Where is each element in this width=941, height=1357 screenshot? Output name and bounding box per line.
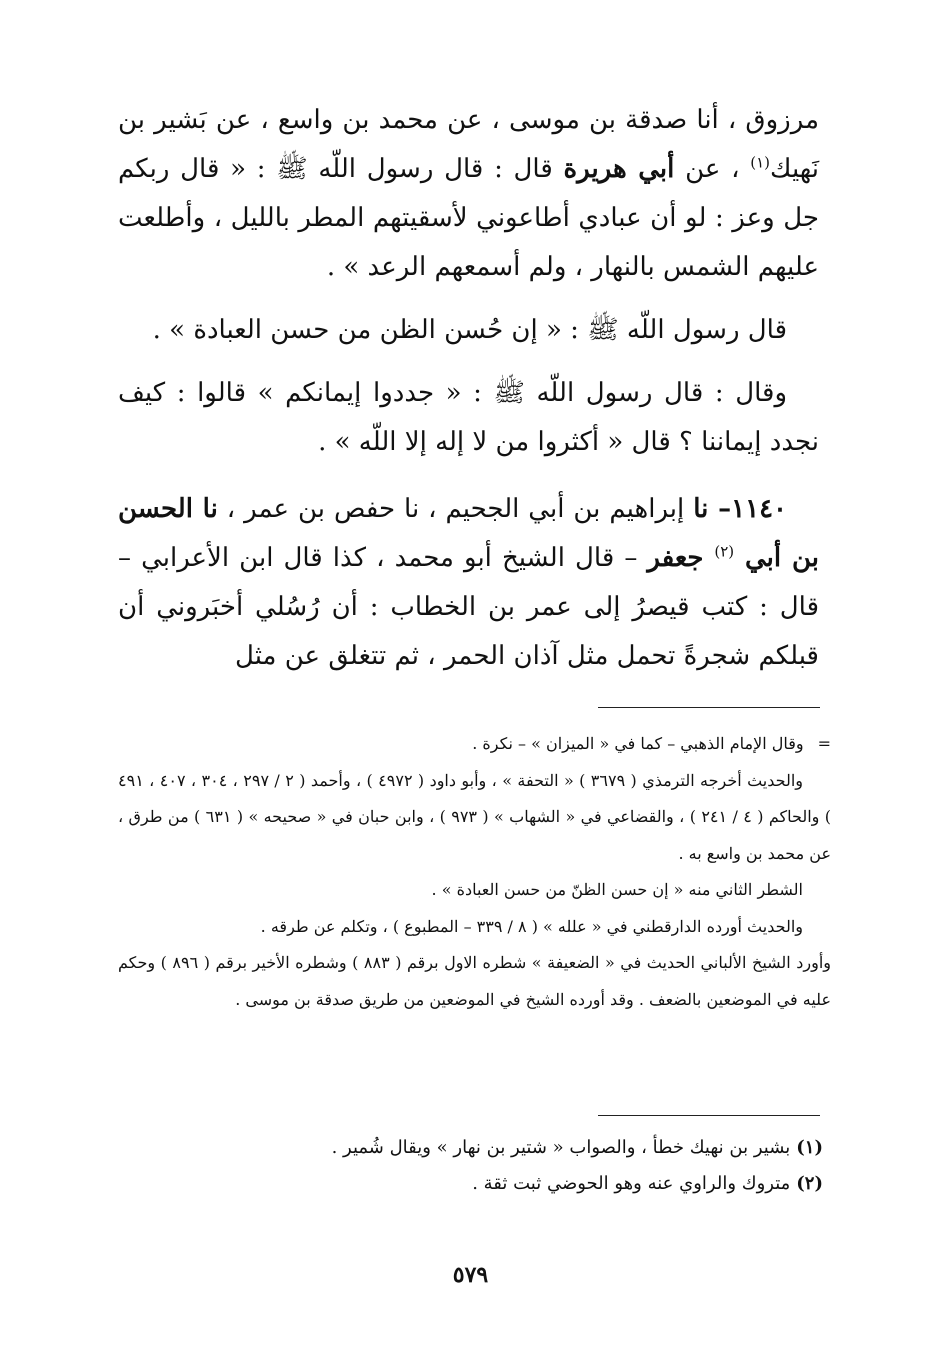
paragraph-1-text-a: مرزوق ، أنا صدقة بن موسى ، عن محمد بن واسع ، عن بَشير بن نَهيك (118, 105, 820, 184)
hadith-number: ١١٤٠ (731, 494, 787, 524)
footnote-divider-bottom (598, 1115, 820, 1116)
paragraph-1-text-b: ، عن (674, 154, 751, 184)
hadith-narrator: الحسن بن أبي (118, 494, 820, 573)
hadith-text-a: إبراهيم بن أبي الجحيم ، نا حفص بن عمر ، (217, 494, 694, 524)
main-text (118, 96, 819, 681)
continuation-line-1 (118, 726, 831, 763)
hadith-paragraph (118, 485, 819, 681)
continuation-line-1-text: وقال الإمام الذهبي – كما في « الميزان » – نكرة . (472, 734, 804, 753)
footnote-2 (118, 1166, 823, 1202)
continuation-marker: = (817, 734, 831, 753)
hadith-na-1: نا (693, 494, 709, 524)
hadith-na-2: نا (202, 494, 218, 524)
paragraph-1 (118, 96, 819, 292)
footnote-1-text: بشير بن نهيك خطأ ، والصواب « شتير بن نهار » ويقال شُمير . (331, 1137, 791, 1158)
footnote-1-number: (١) (796, 1137, 823, 1158)
continuation-line-3: الشطر الثاني منه « إن حسن الظنّ من حسن العبادة » . (431, 880, 803, 899)
continuation-line-5: وأورد الشيخ الألباني الحديث في « الضعيفة » شطره الاول برقم ( ٨٨٣ ) وشطره الأخير برقم ( ٨٩٦ ) وحكم عليه في الموضعين بالضعف . وقد أورده الشيخ في الموضعين من طريق صدقة بن موسى . (118, 953, 832, 1009)
footnote-continuation (118, 726, 831, 1018)
paragraph-2: قال رسول اللّه ﷺ : « إن حُسن الظن من حسن العبادة » . (152, 315, 787, 345)
footnote-divider-top (598, 707, 820, 708)
page-number: ٥٧٩ (452, 1262, 489, 1288)
continuation-line-2: والحديث أخرجه الترمذي ( ٣٦٧٩ ) « التحفة » ، وأبو داود ( ٤٩٧٢ ) ، وأحمد ( ٢ / ٢٩٧ ، ٣٠٤ ، ٤٠٧ ، ٤٩١ ) والحاكم ( ٤ / ٢٤١ ) ، والقضاعي في « الشهاب » ( ٩٧٣ ) ، وابن حبان في « صحيحه » ( ٦٣١ ) من طرق ، عن محمد بن واسع به . (118, 770, 831, 863)
hadith-text-b: – قال الشيخ أبو محمد ، كذا قال ابن الأعرابي – قال : كتب قيصرُ إلى عمر بن الخطاب : أن رُسُلي أخبَروني أن قبلكم شجرةً تحمل مثل آذان الحمر ، ثم تتغلق عن مثل (118, 543, 819, 671)
footnotes (118, 1130, 823, 1202)
hadith-narrator-end: جعفر (647, 543, 715, 573)
footnote-2-text: متروك والراوي عنه وهو الحوضي ثبت ثقة . (472, 1173, 791, 1194)
paragraph-1-text-c: قال : قال رسول اللّه ﷺ : « قال ربكم جل وعز : لو أن عبادي أطاعوني لأسقيتهم المطر بالليل ، وأطلعت عليهم الشمس بالنهار ، ولم أسمعهم الرعد » . (118, 154, 819, 282)
continuation-line-4: والحديث أورده الدارقطني في « علله » ( ٨ / ٣٣٩ – المطبوع ) ، وتكلم عن طرقه . (260, 916, 803, 936)
footnote-ref-1[interactable]: (١) (750, 153, 771, 172)
hadith-dash: – (708, 494, 732, 524)
footnote-1 (118, 1130, 823, 1166)
paragraph-3: وقال : قال رسول اللّه ﷺ : « جددوا إيمانكم » قالوا : كيف نجدد إيماننا ؟ قال « أكثروا من لا إله إلا اللّه » . (118, 378, 819, 457)
footnote-2-number: (٢) (796, 1173, 823, 1194)
narrator-name: أبي هريرة (563, 154, 675, 184)
footnote-ref-2[interactable]: (٢) (714, 542, 735, 561)
